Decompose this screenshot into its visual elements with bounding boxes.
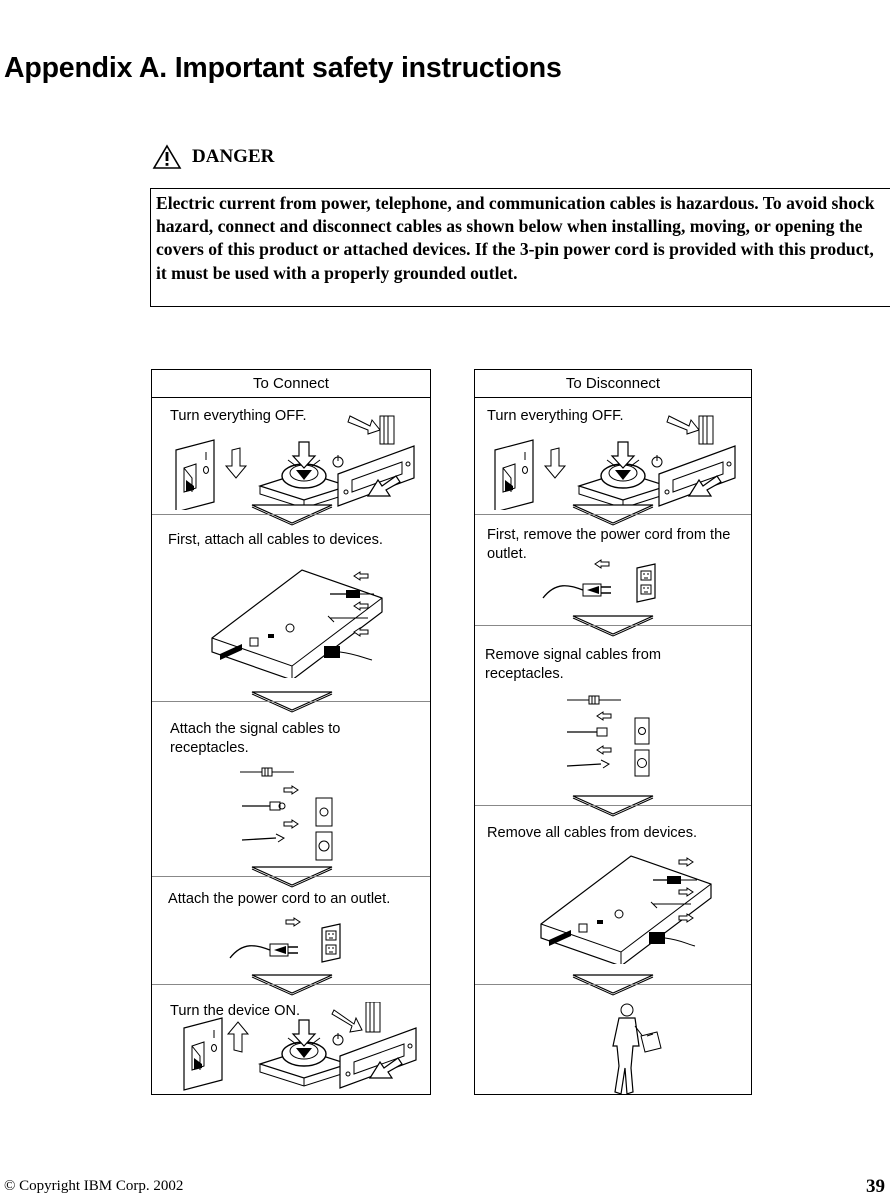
footer-copyright: © Copyright IBM Corp. 2002 <box>4 1178 184 1194</box>
person-carrying-device-illustration <box>605 1000 665 1096</box>
page-number: 39 <box>866 1176 885 1197</box>
power-off-illustration <box>170 414 426 510</box>
disconnect-step-1-label: Turn everything OFF. <box>487 408 624 424</box>
disconnect-divider <box>475 625 751 626</box>
flow-arrow-icon <box>571 503 655 527</box>
disconnect-divider <box>475 805 751 806</box>
disconnect-step-4-label: Remove all cables from devices. <box>487 825 698 841</box>
flow-arrow-icon <box>250 865 334 889</box>
flow-arrow-icon <box>571 614 655 638</box>
up-arrow-icon <box>228 1022 248 1052</box>
flow-arrow-icon <box>250 973 334 997</box>
connect-step-3-label: Attach the signal cables to receptacles. <box>170 721 341 756</box>
disconnect-divider <box>475 514 751 515</box>
danger-notice <box>150 188 890 307</box>
power-off-illustration <box>489 414 745 510</box>
connect-step-4-label: Attach the power cord to an outlet. <box>168 891 391 907</box>
remove-signal-illustration <box>565 692 665 778</box>
disconnect-step-2-label: First, remove the power cord from the outlet. <box>487 527 731 562</box>
connect-heading: To Connect <box>152 370 430 398</box>
down-arrow-icon <box>545 448 565 478</box>
connect-divider <box>152 701 430 702</box>
connect-step-1-label: Turn everything OFF. <box>170 408 307 424</box>
attach-signal-illustration <box>238 766 338 862</box>
push-arrow-icon <box>332 1010 362 1032</box>
danger-heading <box>152 144 274 170</box>
disconnect-divider <box>475 984 751 985</box>
connect-divider <box>152 514 430 515</box>
flow-arrow-icon <box>571 794 655 818</box>
down-arrow-icon <box>226 448 246 478</box>
disconnect-heading: To Disconnect <box>475 370 751 398</box>
connect-divider <box>152 984 430 985</box>
connect-panel <box>151 369 431 1095</box>
danger-label: DANGER <box>192 146 275 167</box>
warning-icon <box>152 144 182 170</box>
disconnect-panel <box>474 369 752 1095</box>
disconnect-step-3-label: Remove signal cables from receptacles. <box>485 647 662 682</box>
connect-step-5-label: Turn the device ON. <box>170 1003 301 1019</box>
flow-arrow-icon <box>250 503 334 527</box>
power-on-illustration <box>178 1002 426 1094</box>
flow-arrow-icon <box>571 973 655 997</box>
page-title: Appendix A. Important safety instructions <box>4 52 562 84</box>
flow-arrow-icon <box>250 690 334 714</box>
connect-divider <box>152 876 430 877</box>
danger-text: Electric current from power, telephone, and communication cables is hazardous. To avoid shock hazard, connect and disconnect cables as shown below when installing, moving, or opening the covers of this product or attached devices. If the 3-pin power cord is provided with this product, it must be used with a properly grounded outlet. <box>156 193 875 283</box>
remove-power-illustration <box>541 558 665 606</box>
remove-cables-illustration <box>537 852 717 964</box>
connect-step-2-label: First, attach all cables to devices. <box>168 532 383 548</box>
lift-arrow-icon <box>667 416 699 434</box>
attach-cables-illustration <box>208 566 388 678</box>
attach-power-illustration <box>228 916 348 966</box>
lift-arrow-icon <box>348 416 380 434</box>
